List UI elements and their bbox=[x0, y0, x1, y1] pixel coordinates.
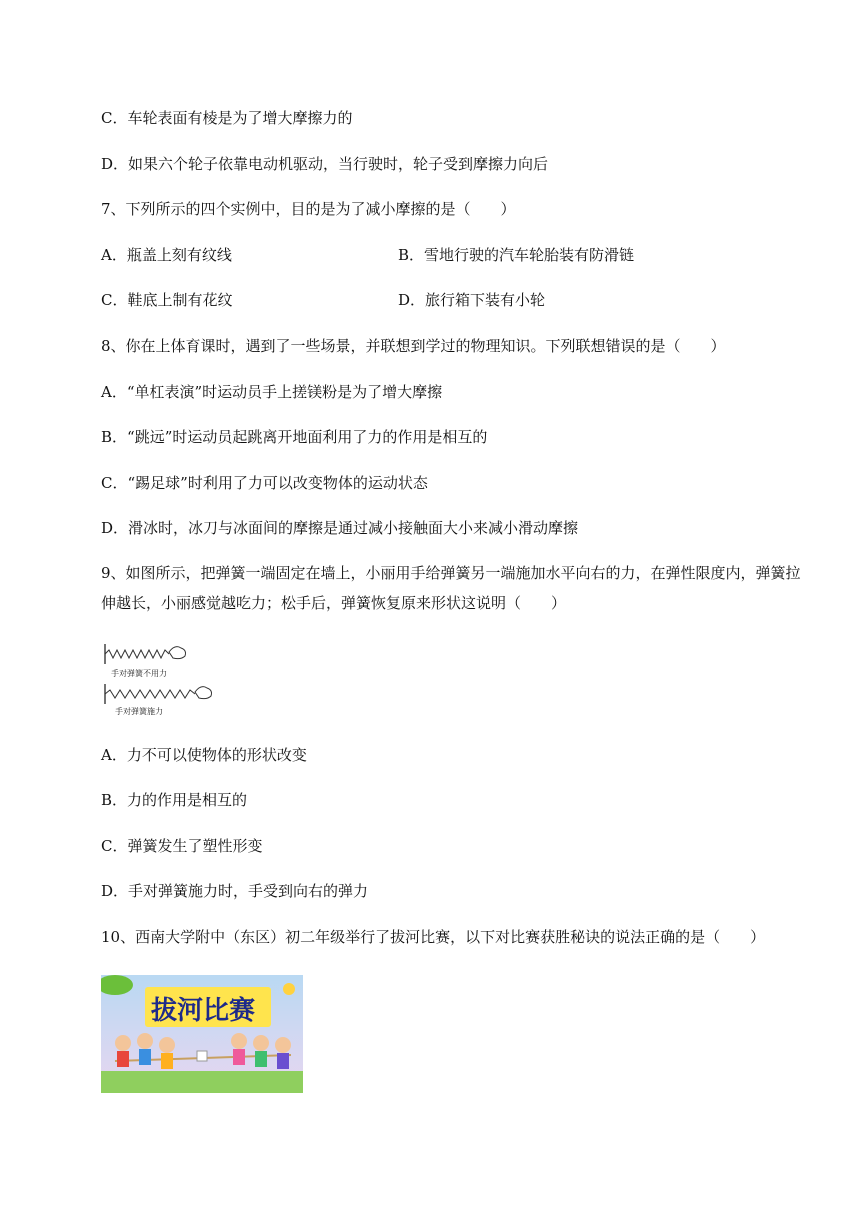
q7-option-d: D．旅行箱下装有小轮 bbox=[398, 291, 546, 309]
spring-caption-top: 手对弹簧不用力 bbox=[111, 669, 167, 678]
q8-stem: 8、你在上体育课时，遇到了一些场景，并联想到学过的物理知识。下列联想错误的是（ ） bbox=[101, 337, 726, 355]
q6-option-c: C．车轮表面有棱是为了增大摩擦力的 bbox=[101, 109, 353, 127]
q7-stem: 7、下列所示的四个实例中，目的是为了减小摩擦的是（ ） bbox=[101, 200, 516, 218]
q9-option-d: D．手对弹簧施力时，手受到向右的弹力 bbox=[101, 882, 369, 900]
q8-option-a: A．“单杠表演”时运动员手上搓镁粉是为了增大摩擦 bbox=[101, 383, 443, 401]
q8-option-d: D．滑冰时，冰刀与冰面间的摩擦是通过减小接触面大小来减小滑动摩擦 bbox=[101, 519, 579, 537]
spring-figure bbox=[101, 640, 221, 718]
q9-option-b: B．力的作用是相互的 bbox=[101, 791, 248, 809]
q8-option-b: B．“跳远”时运动员起跳离开地面利用了力的作用是相互的 bbox=[101, 428, 488, 446]
q9-stem: 9、如图所示，把弹簧一端固定在墙上，小丽用手给弹簧另一端施加水平向右的力，在弹性限度内，弹簧拉伸越长，小丽感觉越吃力；松手后，弹簧恢复原来形状这说明（ ） bbox=[101, 564, 801, 612]
q7-option-b: B．雪地行驶的汽车轮胎装有防滑链 bbox=[398, 246, 635, 264]
spring-caption-bottom: 手对弹簧施力 bbox=[115, 707, 163, 716]
tug-title: 拔河比赛 bbox=[151, 996, 256, 1026]
q9-option-c: C．弹簧发生了塑性形变 bbox=[101, 837, 263, 855]
q10-stem: 10、西南大学附中（东区）初二年级举行了拔河比赛，以下对比赛获胜秘诀的说法正确的是（ ） bbox=[101, 928, 766, 946]
q7-option-c: C．鞋底上制有花纹 bbox=[101, 291, 233, 309]
q9-option-a: A．力不可以使物体的形状改变 bbox=[101, 746, 307, 764]
q6-option-d: D．如果六个轮子依靠电动机驱动，当行驶时，轮子受到摩擦力向后 bbox=[101, 155, 549, 173]
q7-option-a: A．瓶盖上刻有纹线 bbox=[101, 246, 232, 264]
q8-option-c: C．“踢足球”时利用了力可以改变物体的运动状态 bbox=[101, 474, 428, 492]
tug-of-war-image bbox=[101, 975, 303, 1093]
